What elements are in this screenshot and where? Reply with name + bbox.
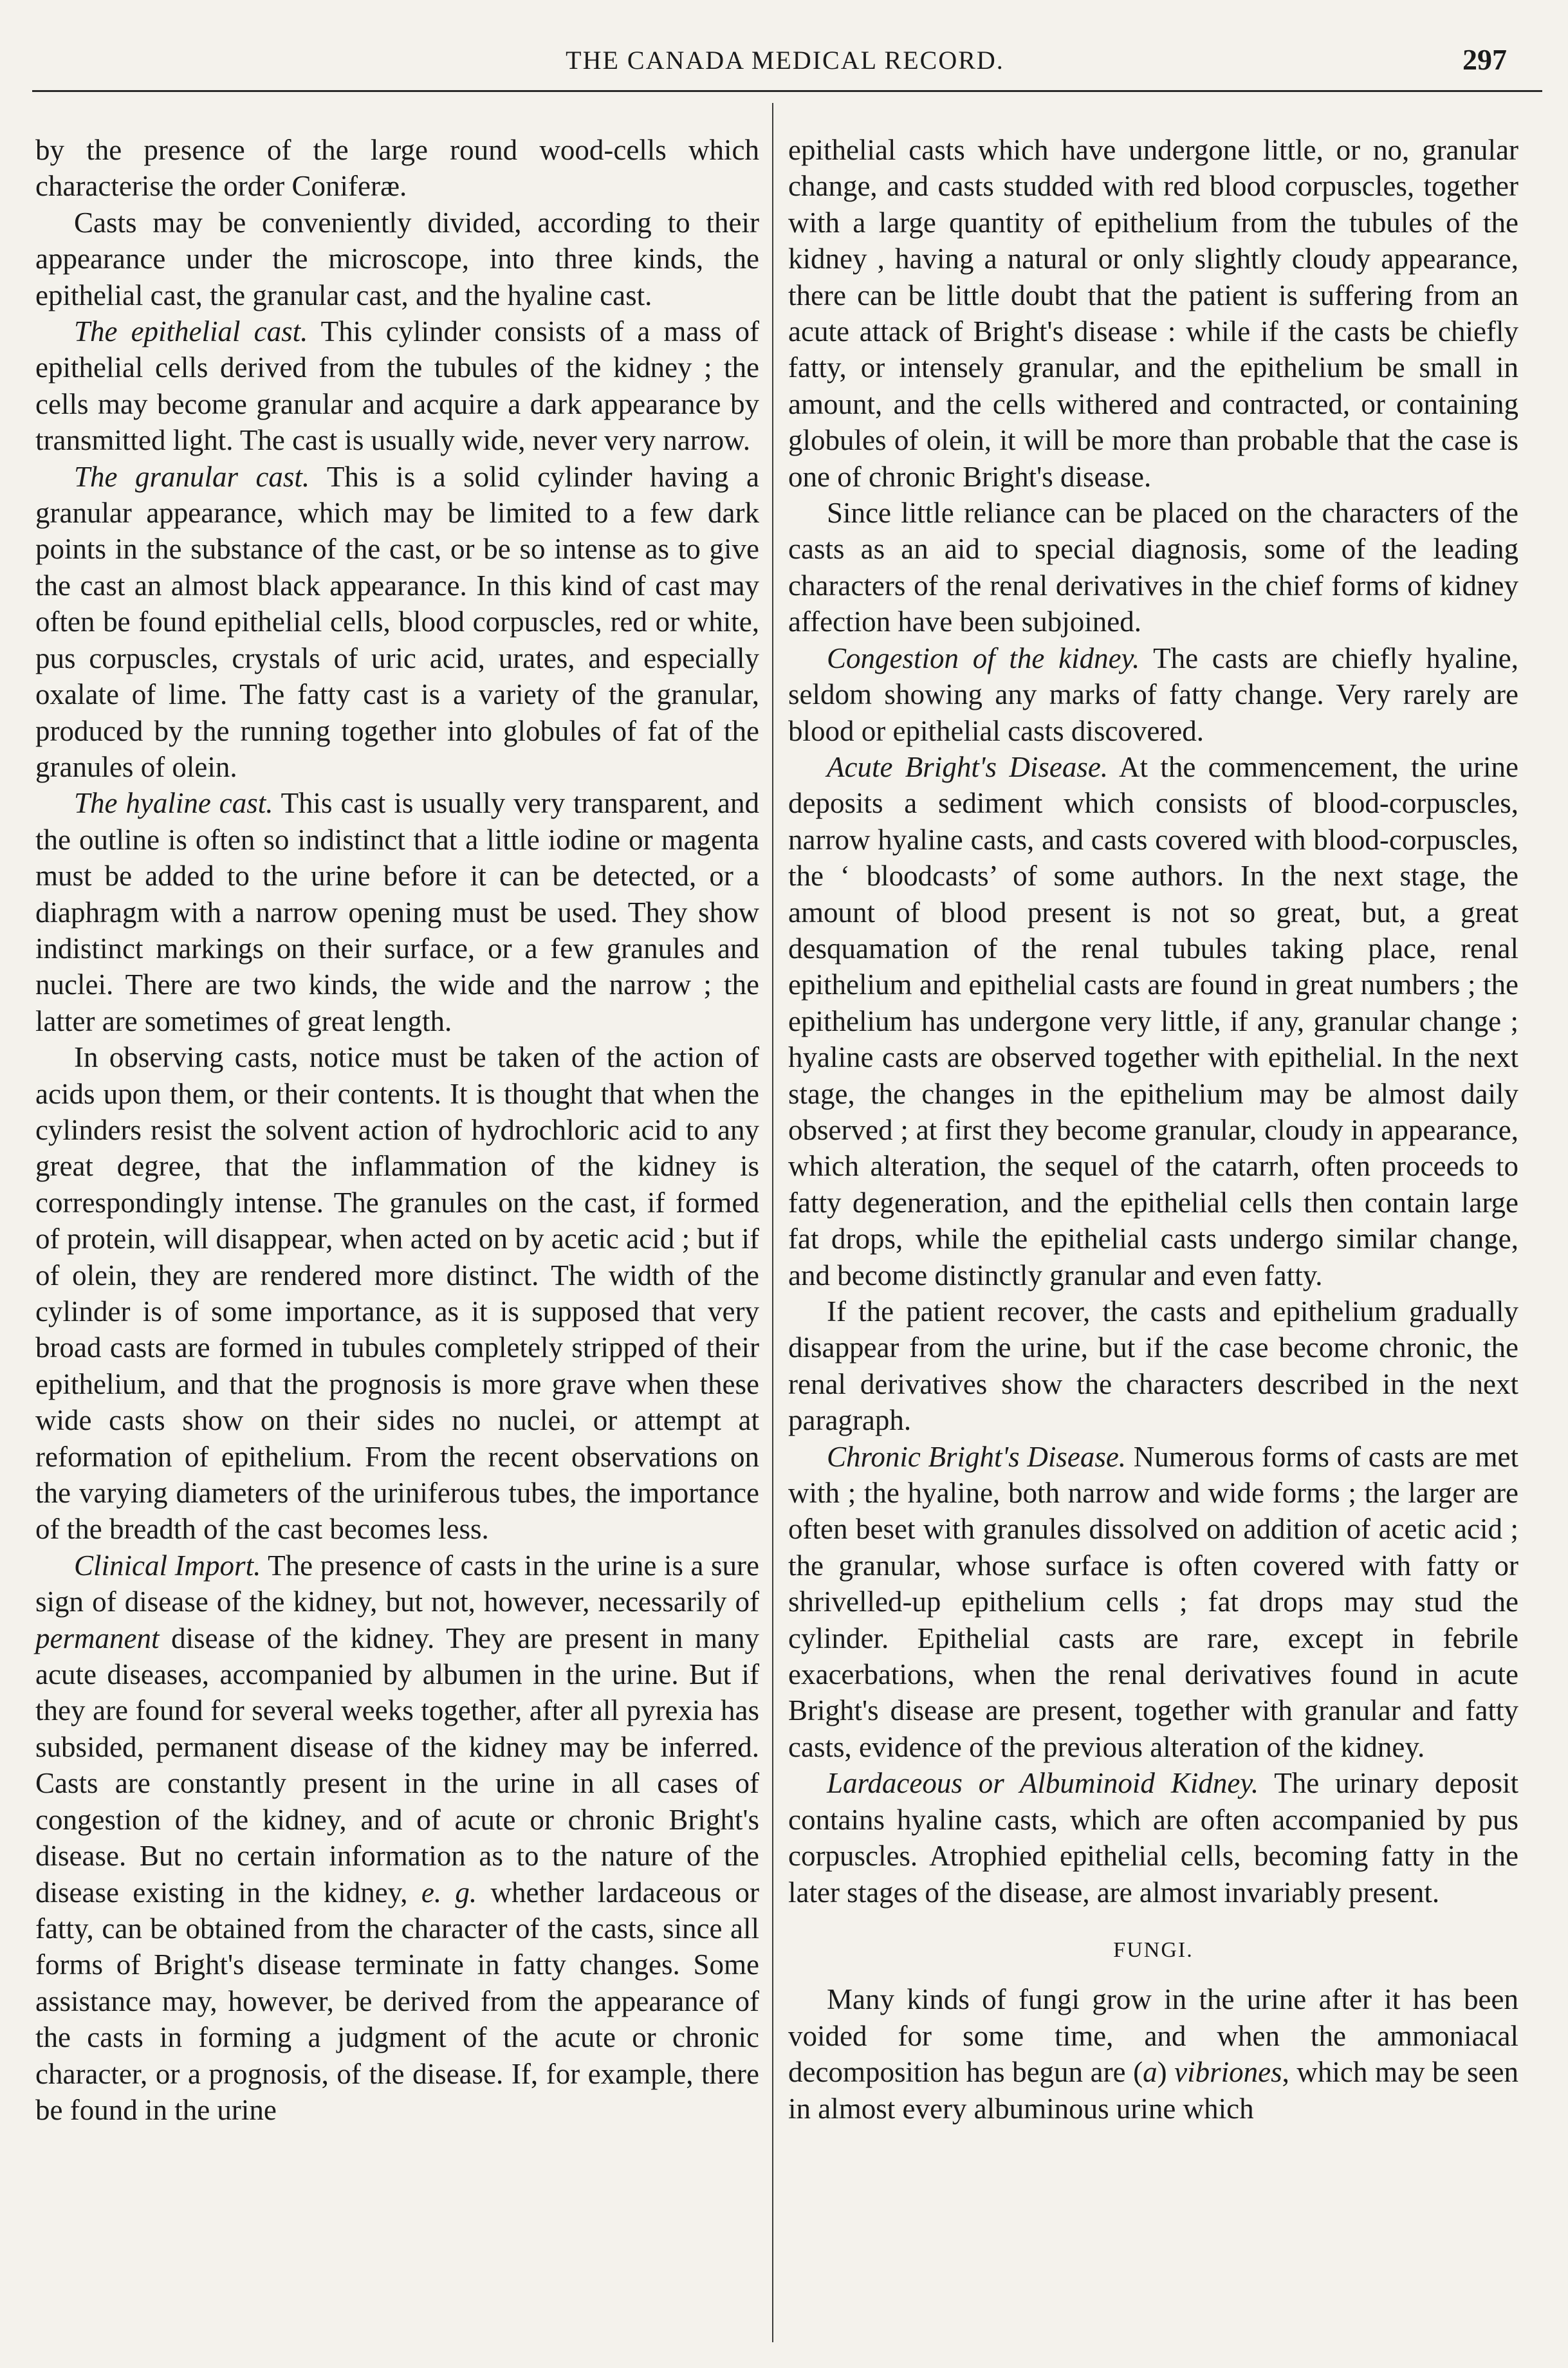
paragraph-text: At the commencement, the urine deposits a sediment which consists of blood-corpuscles, narrow hyaline casts, and casts covered with blood-corpuscles, the ‘ bloodcasts’ of some authors. In the next stage, the amount of blood present is not so great, but, a great desquamation of the renal tubules taking place, renal epithelium and epithelial casts are found in great numbers ; the epithelium has undergone very little, if any, granular change ; hyaline casts are observed together with epithelial. In the next stage, the changes in the epithelium may be almost daily observed ; at first they become granular, cloudy in appearance, which alteration, the sequel of the catarrh, often proceeds to fatty degeneration, and the epithelial cells then contain large fat drops, while the epithelial casts undergo similar change, and become distinctly granular and even fatty.: [788, 750, 1518, 1291]
paragraph-text: Since little reliance can be placed on the characters of the casts as an aid to special diagnosis, some of the leading characters of the renal derivatives in the chief forms of kidney affection have been subjoined.: [788, 497, 1518, 638]
paragraph: [788, 749, 1518, 1293]
paragraph-text: In observing casts, notice must be taken of the action of acids upon them, or their contents. It is thought that when the cylinders resist the solvent action of hydrochloric acid to any great degree, that the inflammation of the kidney is correspondingly intense. The granules on the cast, if formed of protein, will disappear, when acted on by acetic acid ; but if of olein, they are rendered more distinct. The width of the cylinder is of some importance, as it is supposed that very broad casts are formed in tubules completely stripped of their epithelium, and that the prognosis is more grave when these wide casts show on their sides no nuclei, or attempt at reformation of epithelium. From the recent observations on the varying diameters of the uriniferous tubes, the importance of the breadth of the cast becomes less.: [35, 1041, 759, 1546]
right-column: [788, 132, 1518, 2127]
paragraph: [35, 205, 759, 313]
section-lead: Lardaceous or Albuminoid Kidney.: [827, 1767, 1259, 1800]
section-lead: Acute Bright's Disease.: [827, 750, 1109, 783]
paragraph-text: The urinary deposit contains hyaline casts, which are often accompanied by pus corpuscles. Atrophied epithelial cells, becoming fatty in the later stages of the disease, are almost invariably present.: [788, 1767, 1518, 1909]
paragraph: [788, 495, 1518, 640]
left-column: [35, 132, 759, 2128]
paragraph: [788, 132, 1518, 495]
journal-title: THE CANADA MEDICAL RECORD.: [566, 46, 1004, 75]
running-head: [0, 45, 1568, 84]
paragraph-text: If the patient recover, the casts and epithelium gradually disappear from the urine, but if the case become chronic, the renal derivatives show the characters described in the next paragraph.: [788, 1295, 1518, 1437]
paragraph: [35, 1039, 759, 1548]
paragraph: [788, 1293, 1518, 1439]
section-lead: The epithelial cast.: [74, 315, 308, 348]
section-lead: The hyaline cast.: [74, 787, 273, 820]
paragraph: [788, 1439, 1518, 1766]
paragraph-text: The casts are chiefly hyaline, seldom showing any marks of fatty change. Very rarely are blood or epithelial casts discovered.: [788, 642, 1518, 747]
paragraph: [788, 640, 1518, 749]
paragraph: [788, 1765, 1518, 1910]
emphasis: vibriones: [1174, 2056, 1282, 2089]
paragraph-text: This cylinder consists of a mass of epithelial cells derived from the tubules of the kidney ; the cells may become granular and acquire a dark appearance by transmitted light. The cast is usually wide, never very narrow.: [35, 315, 759, 457]
page-number: 297: [1462, 43, 1507, 76]
paragraph: [35, 1548, 759, 2129]
paragraph-text: Casts may be conveniently divided, according to their appearance under the microscope, into three kinds, the epithelial cast, the granular cast, and the hyaline cast.: [35, 206, 759, 311]
paragraph-text: , which may be seen in almost every albuminous urine which: [788, 2056, 1518, 2125]
emphasis: permanent: [35, 1622, 160, 1654]
paragraph-text: by the presence of the large round wood-cells which characterise the order Coniferæ.: [35, 134, 759, 203]
section-heading: FUNGI.: [1113, 1938, 1194, 1962]
emphasis: a: [1143, 2056, 1158, 2089]
paragraph-text: This cast is usually very transparent, and the outline is often so indistinct that a little iodine or magenta must be added to the urine before it can be detected, or a diaphragm with a narrow opening must be used. They show indistinct markings on their surface, or a few granules and nuclei. There are two kinds, the wide and the narrow ; the latter are sometimes of great length.: [35, 787, 759, 1037]
paragraph: [35, 313, 759, 459]
paragraph: [35, 132, 759, 205]
section-lead: Congestion of the kidney.: [827, 642, 1140, 674]
paragraph-text: disease of the kidney. They are present in many acute diseases, accompanied by albumen in the urine. But if they are found for several weeks together, after all pyrexia has subsided, permanent disease of the kidney may be inferred. Casts are constantly present in the urine in all cases of congestion of the kidney, and of acute or chronic Bright's disease. But no certain information as to the nature of the disease existing in the kidney,: [35, 1622, 759, 1909]
section-lead: Chronic Bright's Disease.: [827, 1440, 1127, 1473]
column-divider: [772, 103, 773, 2342]
paragraph-text: whether lardaceous or fatty, can be obtained from the character of the casts, since all forms of Bright's disease terminate in fatty changes. Some assistance may, however, be derived from the appearance of the casts in forming a judgment of the acute or chronic character, or a prognosis, of the disease. If, for example, there be found in the urine: [35, 1876, 759, 2126]
paragraph-text: The presence of casts in the urine is a sure sign of disease of the kidney, but not, however, necessarily of: [35, 1549, 759, 1618]
paragraph: [788, 1981, 1518, 2127]
paragraph-text: ): [1157, 2056, 1175, 2089]
paragraph-text: Numerous forms of casts are met with ; the hyaline, both narrow and wide forms ; the larger are often beset with granules dissolved on addition of acetic acid ; the granular, whose surface is often covered with fatty or shrivelled-up epithelium cells ; fat drops may stud the cylinder. Epithelial casts are rare, except in febrile exacerbations, when the renal derivatives found in acute Bright's disease are present, together with granular and fatty casts, evidence of the previous alteration of the kidney.: [788, 1440, 1518, 1763]
emphasis: e. g.: [421, 1876, 477, 1909]
paragraph: [35, 459, 759, 786]
paragraph-text: This is a solid cylinder having a granular appearance, which may be limited to a few dark points in the substance of the cast, or be so intense as to give the cast an almost black appearance. In this kind of cast may often be found epithelial cells, blood corpuscles, red or white, pus corpuscles, crystals of uric acid, urates, and especially oxalate of lime. The fatty cast is a variety of the granular, produced by the running together into globules of fat of the granules of olein.: [35, 460, 759, 783]
paragraph: [35, 785, 759, 1039]
section-lead: Clinical Import.: [74, 1549, 261, 1582]
section-lead: The granular cast.: [74, 460, 310, 493]
header-rule: [32, 90, 1542, 92]
paragraph-text: epithelial casts which have undergone little, or no, granular change, and casts studded with red blood corpuscles, together with a large quantity of epithelium from the tubules of the kidney , having a natural or only slightly cloudy appearance, there can be little doubt that the patient is suffering from an acute attack of Bright's disease : while if the casts be chiefly fatty, or intensely granular, and the epithelium be small in amount, and the cells withered and contracted, or containing globules of olein, it will be more than probable that the case is one of chronic Bright's disease.: [788, 134, 1518, 493]
paragraph-text: Many kinds of fungi grow in the urine after it has been voided for some time, and when the ammoniacal decomposition has begun are (: [788, 1983, 1518, 2089]
